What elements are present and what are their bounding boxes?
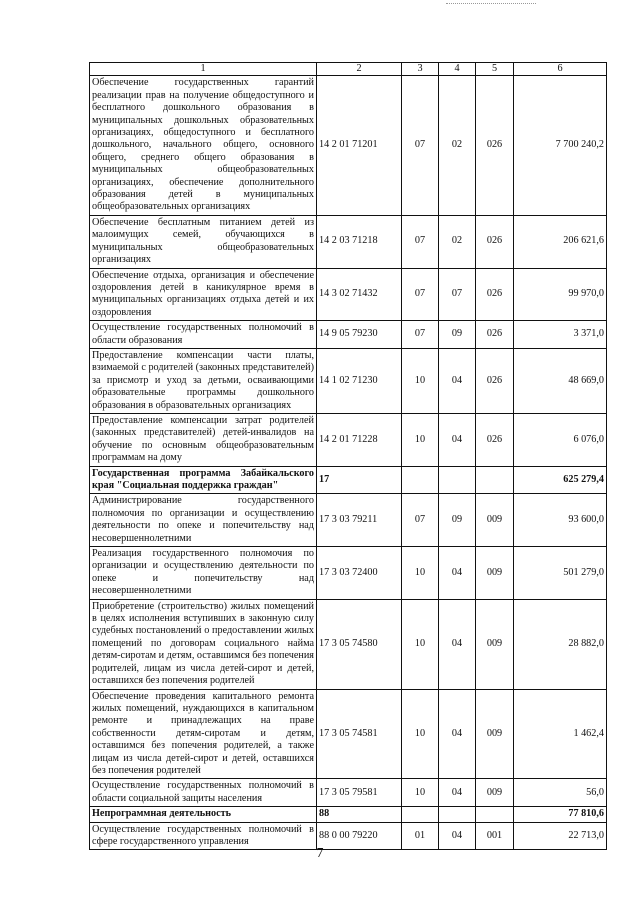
- row-expense-type: 026: [476, 413, 514, 466]
- row-subsection: 07: [439, 268, 476, 321]
- header-col-5: 5: [476, 63, 514, 76]
- row-expense-type: [476, 807, 514, 822]
- row-expense-type: 009: [476, 599, 514, 689]
- row-amount: 7 700 240,2: [514, 76, 607, 215]
- row-name: Обеспечение государственных гарантий реализации прав на получение общедоступного и бесплатного дошкольного образования в муниципальных дошкольных образовательных организациях, общедоступного и бесплатного дошкольного, начального общего, основного общего, среднего общего образования в муниципальных общеобразовательных организациях, обеспечение дополнительного образования детей в муниципальных общеобразовательных организациях: [90, 76, 317, 215]
- row-amount: 99 970,0: [514, 268, 607, 321]
- row-code: 88 0 00 79220: [317, 822, 402, 850]
- row-section: 10: [402, 779, 439, 807]
- table-row: [90, 348, 607, 413]
- row-name: Администрирование государственного полномочия по организации и осуществлению деятельности по опеке и попечительству над несовершеннолетними: [90, 494, 317, 547]
- row-amount: 625 279,4: [514, 466, 607, 494]
- row-section: 10: [402, 599, 439, 689]
- row-subsection: 04: [439, 413, 476, 466]
- table-row: [90, 494, 607, 547]
- row-subsection: 04: [439, 599, 476, 689]
- row-subsection: 02: [439, 215, 476, 268]
- row-expense-type: [476, 466, 514, 494]
- table-row: [90, 807, 607, 822]
- row-subsection: 04: [439, 547, 476, 600]
- row-code: 17 3 03 72400: [317, 547, 402, 600]
- table-row: [90, 413, 607, 466]
- row-name: Приобретение (строительство) жилых помещений в целях исполнения вступивших в законную силу судебных постановлений о предоставлении жилых помещений по договорам социального найма детям-сиротам и детям, оставшимся без попечения родителей, лицам из числа детей-сирот и детей, оставшихся без попечения родителей: [90, 599, 317, 689]
- row-section: 07: [402, 268, 439, 321]
- row-code: 14 2 03 71218: [317, 215, 402, 268]
- row-expense-type: 009: [476, 779, 514, 807]
- row-section: 07: [402, 321, 439, 349]
- row-section: 10: [402, 413, 439, 466]
- header-col-6: 6: [514, 63, 607, 76]
- row-code: 14 9 05 79230: [317, 321, 402, 349]
- row-amount: 48 669,0: [514, 348, 607, 413]
- table-row: [90, 268, 607, 321]
- row-amount: 28 882,0: [514, 599, 607, 689]
- row-section: 07: [402, 494, 439, 547]
- row-amount: 93 600,0: [514, 494, 607, 547]
- row-expense-type: 026: [476, 321, 514, 349]
- header-col-2: 2: [317, 63, 402, 76]
- row-amount: 501 279,0: [514, 547, 607, 600]
- row-name: Обеспечение отдыха, организация и обеспечение оздоровления детей в каникулярное время в муниципальных организациях отдыха детей и их оздоровления: [90, 268, 317, 321]
- row-subsection: [439, 466, 476, 494]
- row-expense-type: 026: [476, 268, 514, 321]
- row-subsection: 04: [439, 348, 476, 413]
- table-body: [90, 76, 607, 850]
- row-name: Предоставление компенсации затрат родителей (законных представителей) детей-инвалидов на обучение по основным общеобразовательным программам на дому: [90, 413, 317, 466]
- row-subsection: 09: [439, 494, 476, 547]
- row-name: Обеспечение проведения капитального ремонта жилых помещений, нуждающихся в капитальном ремонте и принадлежащих на праве собственности детям-сиротам и детям, оставшимся без попечения родителей, а также лицам из числа детей-сирот и детей, оставшихся без попечения родителей: [90, 689, 317, 779]
- table-row: [90, 547, 607, 600]
- table-row: [90, 599, 607, 689]
- row-code: 14 3 02 71432: [317, 268, 402, 321]
- table-row: [90, 321, 607, 349]
- row-code: 14 2 01 71201: [317, 76, 402, 215]
- row-section: 01: [402, 822, 439, 850]
- row-name: Осуществление государственных полномочий в сфере государственного управления: [90, 822, 317, 850]
- row-amount: 56,0: [514, 779, 607, 807]
- header-row: [90, 63, 607, 76]
- row-code: 14 1 02 71230: [317, 348, 402, 413]
- row-subsection: 04: [439, 689, 476, 779]
- row-section: [402, 466, 439, 494]
- row-code: 17 3 05 74580: [317, 599, 402, 689]
- row-name: Непрограммная деятельность: [90, 807, 317, 822]
- row-expense-type: 009: [476, 547, 514, 600]
- row-expense-type: 001: [476, 822, 514, 850]
- table-row: [90, 466, 607, 494]
- row-code: 14 2 01 71228: [317, 413, 402, 466]
- row-amount: 22 713,0: [514, 822, 607, 850]
- row-section: [402, 807, 439, 822]
- row-expense-type: 009: [476, 494, 514, 547]
- row-code: 17 3 03 79211: [317, 494, 402, 547]
- row-code: 17: [317, 466, 402, 494]
- header-col-4: 4: [439, 63, 476, 76]
- budget-table: [89, 62, 607, 850]
- row-amount: 206 621,6: [514, 215, 607, 268]
- row-name: Предоставление компенсации части платы, взимаемой с родителей (законных представителей) за присмотр и уход за детьми, осваивающими образовательные программы дошкольного образования в образовательных организациях: [90, 348, 317, 413]
- row-code: 17 3 05 74581: [317, 689, 402, 779]
- row-amount: 77 810,6: [514, 807, 607, 822]
- row-section: 07: [402, 76, 439, 215]
- row-subsection: 02: [439, 76, 476, 215]
- row-amount: 6 076,0: [514, 413, 607, 466]
- row-section: 10: [402, 348, 439, 413]
- row-expense-type: 026: [476, 215, 514, 268]
- table-row: [90, 76, 607, 215]
- row-subsection: 04: [439, 779, 476, 807]
- row-name: Осуществление государственных полномочий в области социальной защиты населения: [90, 779, 317, 807]
- row-subsection: 04: [439, 822, 476, 850]
- row-expense-type: 026: [476, 348, 514, 413]
- table-row: [90, 215, 607, 268]
- row-name: Государственная программа Забайкальского края "Социальная поддержка граждан": [90, 466, 317, 494]
- row-amount: 1 462,4: [514, 689, 607, 779]
- row-section: 07: [402, 215, 439, 268]
- header-col-3: 3: [402, 63, 439, 76]
- row-amount: 3 371,0: [514, 321, 607, 349]
- row-subsection: [439, 807, 476, 822]
- row-section: 10: [402, 547, 439, 600]
- row-code: 17 3 05 79581: [317, 779, 402, 807]
- row-name: Реализация государственного полномочия по организации и осуществлению деятельности по опеке и попечительству над несовершеннолетними: [90, 547, 317, 600]
- table-row: [90, 779, 607, 807]
- row-section: 10: [402, 689, 439, 779]
- row-name: Осуществление государственных полномочий в области образования: [90, 321, 317, 349]
- page-number: 7: [316, 846, 324, 861]
- table-row: [90, 689, 607, 779]
- row-expense-type: 009: [476, 689, 514, 779]
- row-name: Обеспечение бесплатным питанием детей из малоимущих семей, обучающихся в муниципальных общеобразовательных организациях: [90, 215, 317, 268]
- header-col-1: 1: [90, 63, 317, 76]
- row-subsection: 09: [439, 321, 476, 349]
- scan-artifact: [446, 0, 536, 4]
- row-code: 88: [317, 807, 402, 822]
- row-expense-type: 026: [476, 76, 514, 215]
